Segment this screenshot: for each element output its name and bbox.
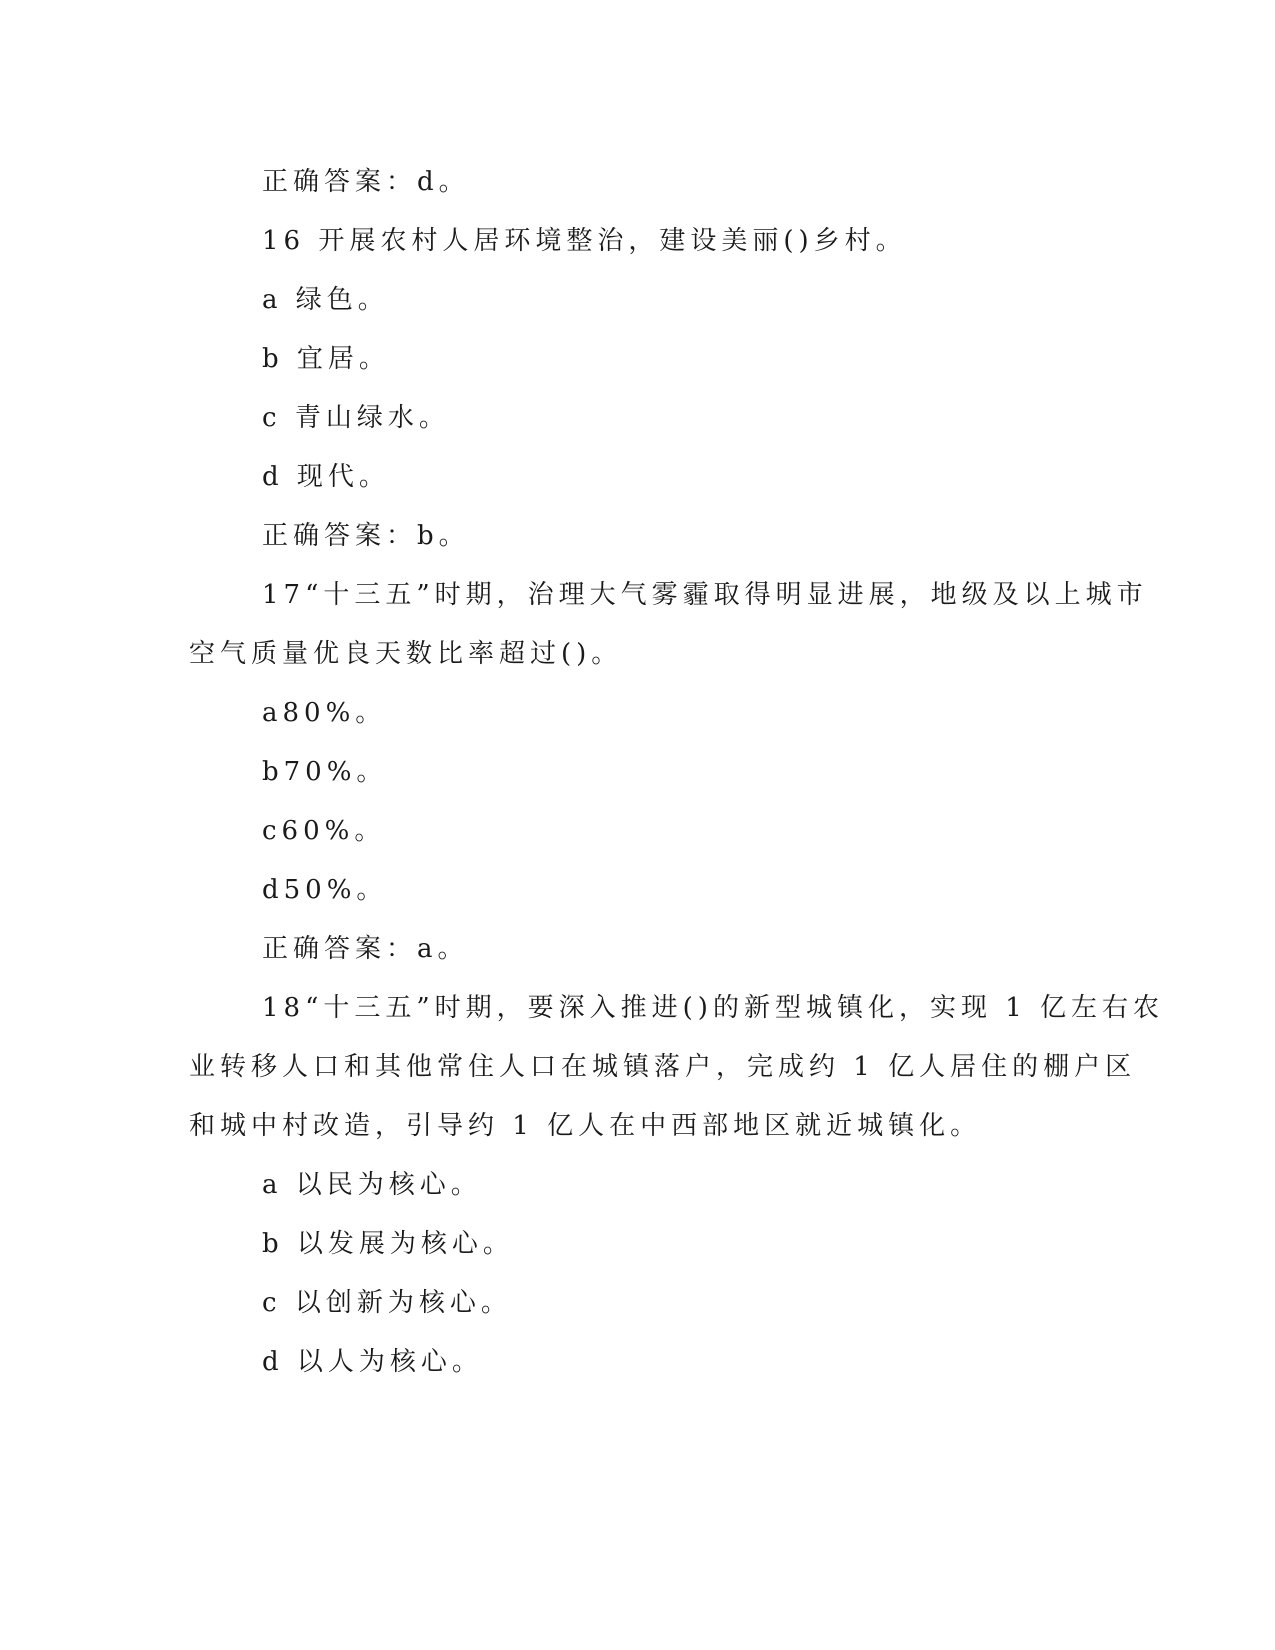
q16-question: 16 开展农村人居环境整治，建设美丽()乡村。 xyxy=(262,226,907,256)
q18-option-b: b 以发展为核心。 xyxy=(262,1229,514,1259)
q16-option-d: d 现代。 xyxy=(262,462,390,492)
q18-option-c: c 以创新为核心。 xyxy=(262,1288,512,1318)
q18-option-a: a 以民为核心。 xyxy=(262,1170,482,1200)
q18-option-d: d 以人为核心。 xyxy=(262,1347,483,1377)
q17-option-a: a80%。 xyxy=(262,698,387,728)
q17-question-line-2: 空气质量优良天数比率超过()。 xyxy=(189,639,623,669)
q18-question-line-3: 和城中村改造，引导约 1 亿人在中西部地区就近城镇化。 xyxy=(189,1111,982,1141)
q16-option-b: b 宜居。 xyxy=(262,344,390,374)
q17-option-c: c60%。 xyxy=(262,816,386,846)
q16-option-a: a 绿色。 xyxy=(262,285,389,315)
q17-option-b: b70%。 xyxy=(262,757,388,787)
q18-question-line-2: 业转移人口和其他常住人口在城镇落户，完成约 1 亿人居住的棚户区 xyxy=(189,1052,1137,1082)
q17-option-d: d50%。 xyxy=(262,875,388,905)
q17-answer: 正确答案：a。 xyxy=(262,934,469,964)
q15-answer: 正确答案：d。 xyxy=(262,167,470,197)
q18-question-line-1: 18“十三五”时期，要深入推进()的新型城镇化，实现 1 亿左右农 xyxy=(262,993,1165,1023)
q16-option-c: c 青山绿水。 xyxy=(262,403,450,433)
q17-question-line-1: 17“十三五”时期，治理大气雾霾取得明显进展，地级及以上城市 xyxy=(262,580,1148,610)
q16-answer: 正确答案：b。 xyxy=(262,521,470,551)
